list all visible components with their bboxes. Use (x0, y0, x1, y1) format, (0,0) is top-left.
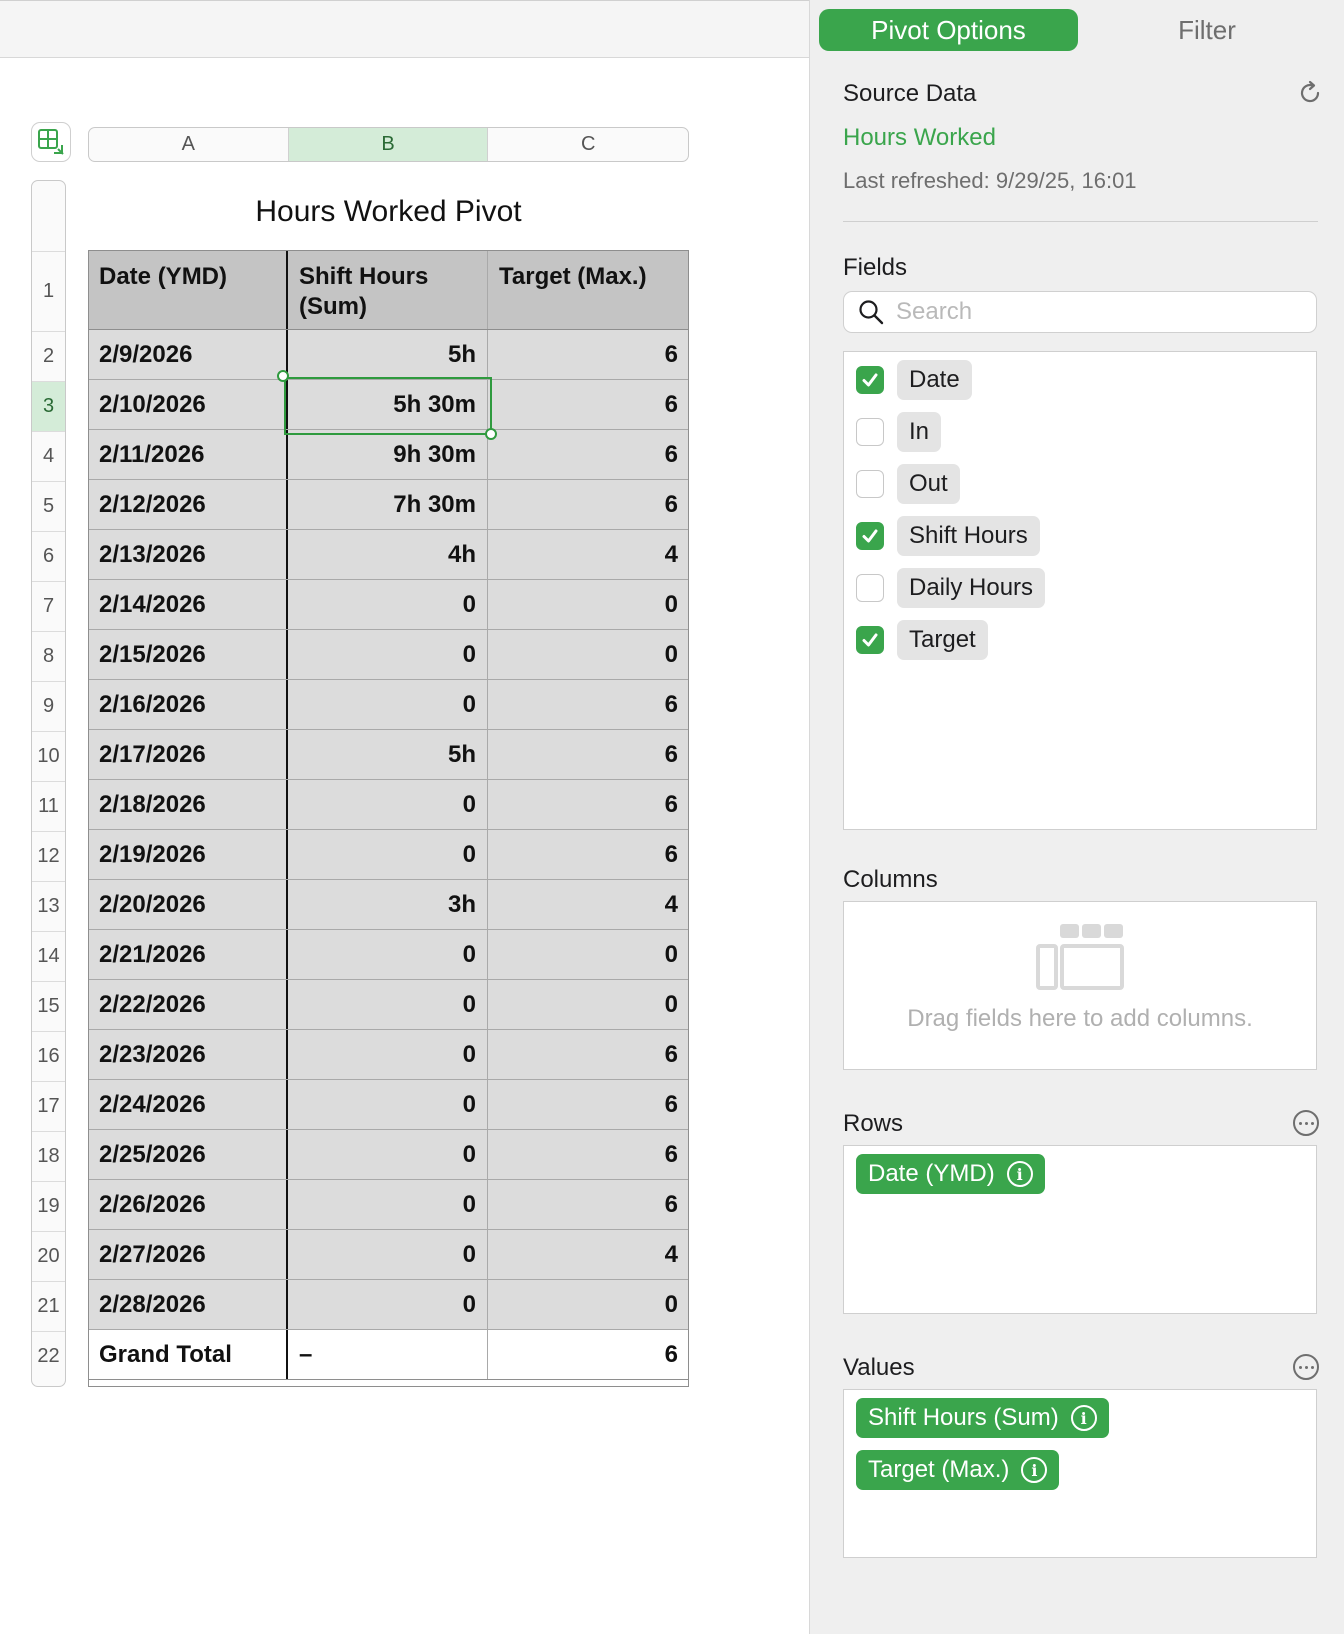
table-cell[interactable]: 0 (288, 980, 488, 1029)
table-row (88, 480, 689, 530)
table-cell[interactable]: Date (YMD) (88, 250, 288, 329)
info-icon[interactable]: i (1007, 1161, 1033, 1187)
row-header-4[interactable]: 4 (32, 431, 65, 481)
table-cell[interactable]: 6 (664, 1040, 678, 1068)
table-cell[interactable]: 6 (664, 340, 678, 368)
tab-filter[interactable]: Filter (1178, 14, 1236, 45)
table-cell[interactable]: 6 (664, 840, 678, 868)
rows-field-pill[interactable] (856, 1154, 1045, 1194)
field-checkbox[interactable] (856, 366, 884, 394)
table-cell[interactable]: 2/17/2026 (88, 730, 288, 779)
table-row (88, 1180, 689, 1230)
table-header-row (88, 250, 689, 330)
values-field-label: Shift Hours (Sum) (868, 1404, 1059, 1431)
table-row (88, 580, 689, 630)
table-cell[interactable]: 6 (664, 1340, 678, 1368)
row-header-10[interactable]: 10 (32, 731, 65, 781)
table-row (88, 530, 689, 580)
row-header-2[interactable]: 2 (32, 331, 65, 381)
field-pill[interactable]: Target (897, 620, 988, 660)
checkmark-icon (860, 630, 880, 650)
table-cell[interactable]: 2/16/2026 (88, 680, 288, 729)
source-data-label: Source Data (843, 80, 977, 107)
table-cell[interactable]: 6 (664, 390, 678, 418)
table-cell[interactable]: 0 (288, 1030, 488, 1079)
table-cell[interactable]: 6 (664, 1140, 678, 1168)
fields-label: Fields (843, 254, 908, 281)
table-cell[interactable]: 0 (288, 1130, 488, 1179)
table-cell[interactable]: 9h 30m (288, 430, 488, 479)
table-cell[interactable]: 0 (664, 1290, 678, 1318)
table-cell[interactable]: 3h (288, 880, 488, 929)
table-cell[interactable]: 6 (664, 1090, 678, 1118)
checkmark-icon (860, 526, 880, 546)
table-select-icon[interactable] (31, 122, 71, 162)
table-row (88, 630, 689, 680)
row-header-17[interactable]: 17 (32, 1081, 65, 1131)
row-header-3[interactable]: 3 (32, 381, 65, 431)
row-headers (31, 180, 66, 1387)
field-checkbox[interactable] (856, 522, 884, 550)
row-header-1[interactable]: 1 (32, 251, 65, 331)
table-cell[interactable]: 2/24/2026 (88, 1080, 288, 1129)
table-cell[interactable]: 2/11/2026 (88, 430, 288, 479)
row-header-8[interactable]: 8 (32, 631, 65, 681)
table-row (88, 1130, 689, 1180)
field-item (856, 515, 1040, 557)
table-row (88, 830, 689, 880)
table-cell[interactable]: 2/19/2026 (88, 830, 288, 879)
table-row (88, 980, 689, 1030)
table-cell[interactable]: 0 (288, 780, 488, 829)
table-row (88, 680, 689, 730)
divider (843, 221, 1318, 222)
table-cell[interactable]: Grand Total (88, 1330, 288, 1379)
fields-search (843, 291, 1317, 333)
row-header-11[interactable]: 11 (32, 781, 65, 831)
table-cell[interactable]: 6 (664, 740, 678, 768)
column-header-b[interactable]: B (289, 128, 489, 161)
field-pill[interactable]: Shift Hours (897, 516, 1040, 556)
table-cell[interactable]: 2/27/2026 (88, 1230, 288, 1279)
row-header-13[interactable]: 13 (32, 881, 65, 931)
tab-pivot-options[interactable]: Pivot Options (819, 9, 1078, 51)
table-row (88, 1080, 689, 1130)
grand-total-row (88, 1330, 689, 1380)
table-row (88, 930, 689, 980)
table-row (88, 330, 689, 380)
source-data-link[interactable]: Hours Worked (843, 124, 996, 151)
toolbar (0, 0, 809, 58)
field-pill[interactable]: Daily Hours (897, 568, 1045, 608)
table-cell[interactable]: 0 (288, 580, 488, 629)
table-cell[interactable]: 2/12/2026 (88, 480, 288, 529)
table-cell[interactable]: – (288, 1330, 488, 1379)
checkmark-icon (860, 370, 880, 390)
table-cell[interactable]: 2/18/2026 (88, 780, 288, 829)
columns-label: Columns (843, 866, 938, 893)
table-cell[interactable]: 2/13/2026 (88, 530, 288, 579)
fields-list (843, 351, 1317, 830)
field-checkbox[interactable] (856, 418, 884, 446)
table-cell[interactable]: Target (Max.) (499, 263, 647, 290)
field-item (856, 411, 941, 453)
table-cell[interactable]: 2/23/2026 (88, 1030, 288, 1079)
table-cell[interactable]: 2/28/2026 (88, 1280, 288, 1329)
values-drop-zone[interactable] (843, 1389, 1317, 1558)
columns-placeholder-icon (1036, 924, 1126, 990)
format-sidebar (809, 0, 1344, 1634)
table-row (88, 1030, 689, 1080)
field-item (856, 359, 972, 401)
table-cell[interactable]: 5h (288, 730, 488, 779)
table-cell[interactable]: 0 (664, 590, 678, 618)
table-cell[interactable]: 6 (664, 440, 678, 468)
column-headers (88, 127, 689, 162)
row-header-12[interactable]: 12 (32, 831, 65, 881)
table-cell[interactable]: 0 (288, 630, 488, 679)
table-cell[interactable]: 5h (288, 330, 488, 379)
field-item (856, 567, 1045, 609)
table-cell[interactable]: 0 (288, 1230, 488, 1279)
row-header-15[interactable]: 15 (32, 981, 65, 1031)
table-cell[interactable]: 0 (288, 1280, 488, 1329)
table-cell[interactable]: 2/25/2026 (88, 1130, 288, 1179)
table-row (88, 730, 689, 780)
row-header-21[interactable]: 21 (32, 1281, 65, 1331)
column-header-c[interactable]: C (580, 133, 596, 155)
values-field-pill[interactable] (856, 1450, 1059, 1490)
table-cell[interactable]: 6 (664, 1190, 678, 1218)
field-item (856, 619, 988, 661)
field-item (856, 463, 960, 505)
table-title[interactable]: Hours Worked Pivot (255, 195, 522, 228)
row-header-20[interactable]: 20 (32, 1231, 65, 1281)
column-header-a[interactable]: A (89, 128, 289, 161)
field-checkbox[interactable] (856, 470, 884, 498)
field-checkbox[interactable] (856, 574, 884, 602)
table-row (88, 880, 689, 930)
columns-drop-hint: Drag fields here to add columns. (907, 1005, 1253, 1032)
last-refreshed: Last refreshed: 9/29/25, 16:01 (843, 168, 1137, 193)
table-row (88, 780, 689, 830)
table-cell[interactable]: Shift Hours (Sum) (288, 250, 488, 329)
field-pill[interactable]: Out (897, 464, 960, 504)
table-cell[interactable]: 4 (664, 890, 678, 918)
table-cell[interactable]: 0 (664, 940, 678, 968)
row-header-22[interactable]: 22 (32, 1331, 65, 1381)
info-icon[interactable]: i (1071, 1405, 1097, 1431)
table-cell[interactable]: 0 (288, 680, 488, 729)
table-cell[interactable]: 5h 30m (288, 380, 488, 429)
row-header-5[interactable]: 5 (32, 481, 65, 531)
table-cell[interactable]: 4 (664, 1240, 678, 1268)
table-cell[interactable]: 2/10/2026 (88, 380, 288, 429)
table-cell[interactable]: 4h (288, 530, 488, 579)
row-header-6[interactable]: 6 (32, 531, 65, 581)
table-cell[interactable]: 0 (288, 830, 488, 879)
table-cell[interactable]: 2/14/2026 (88, 580, 288, 629)
table-cell[interactable]: 2/21/2026 (88, 930, 288, 979)
table-cell[interactable]: 2/26/2026 (88, 1180, 288, 1229)
row-header-18[interactable]: 18 (32, 1131, 65, 1181)
search-input[interactable] (896, 298, 1296, 326)
rows-field-label: Date (YMD) (868, 1160, 995, 1187)
rows-more-icon[interactable] (1293, 1110, 1319, 1136)
table-cell[interactable]: 2/15/2026 (88, 630, 288, 679)
table-cell[interactable]: 0 (288, 1080, 488, 1129)
row-header-7[interactable]: 7 (32, 581, 65, 631)
table-row (88, 430, 689, 480)
row-header-19[interactable]: 19 (32, 1181, 65, 1231)
selection-handle-bottom-right[interactable] (485, 428, 497, 440)
table-cell[interactable]: 0 (288, 1180, 488, 1229)
row-header-14[interactable]: 14 (32, 931, 65, 981)
table-cell[interactable]: 6 (664, 690, 678, 718)
search-icon (858, 299, 884, 325)
rows-label: Rows (843, 1110, 904, 1137)
table-cell[interactable]: 0 (664, 640, 678, 668)
table-cell[interactable]: 2/22/2026 (88, 980, 288, 1029)
field-pill[interactable]: Date (897, 360, 972, 400)
rows-drop-zone[interactable] (843, 1145, 1317, 1314)
row-header-blank (32, 181, 65, 251)
values-label: Values (843, 1354, 915, 1381)
field-pill[interactable]: In (897, 412, 941, 452)
table-cell[interactable]: 2/20/2026 (88, 880, 288, 929)
table-cell[interactable]: 4 (664, 540, 678, 568)
table-row (88, 1230, 689, 1280)
values-more-icon[interactable] (1293, 1354, 1319, 1380)
sidebar-tabs (819, 9, 1336, 51)
values-field-pill[interactable] (856, 1398, 1109, 1438)
values-field-label: Target (Max.) (868, 1456, 1010, 1483)
table-cell[interactable]: 2/9/2026 (88, 330, 288, 379)
table-row (88, 1280, 689, 1330)
table-row (88, 380, 689, 430)
row-header-16[interactable]: 16 (32, 1031, 65, 1081)
field-checkbox[interactable] (856, 626, 884, 654)
table-cell[interactable]: 0 (664, 990, 678, 1018)
refresh-icon[interactable] (1296, 79, 1324, 107)
table-cell[interactable]: 0 (288, 930, 488, 979)
table-cell[interactable]: 6 (664, 490, 678, 518)
columns-drop-zone[interactable] (843, 901, 1317, 1070)
selection-handle-top-left[interactable] (277, 370, 289, 382)
info-icon[interactable]: i (1021, 1457, 1047, 1483)
table-cell[interactable]: 7h 30m (288, 480, 488, 529)
row-header-9[interactable]: 9 (32, 681, 65, 731)
table-cell[interactable]: 6 (664, 790, 678, 818)
